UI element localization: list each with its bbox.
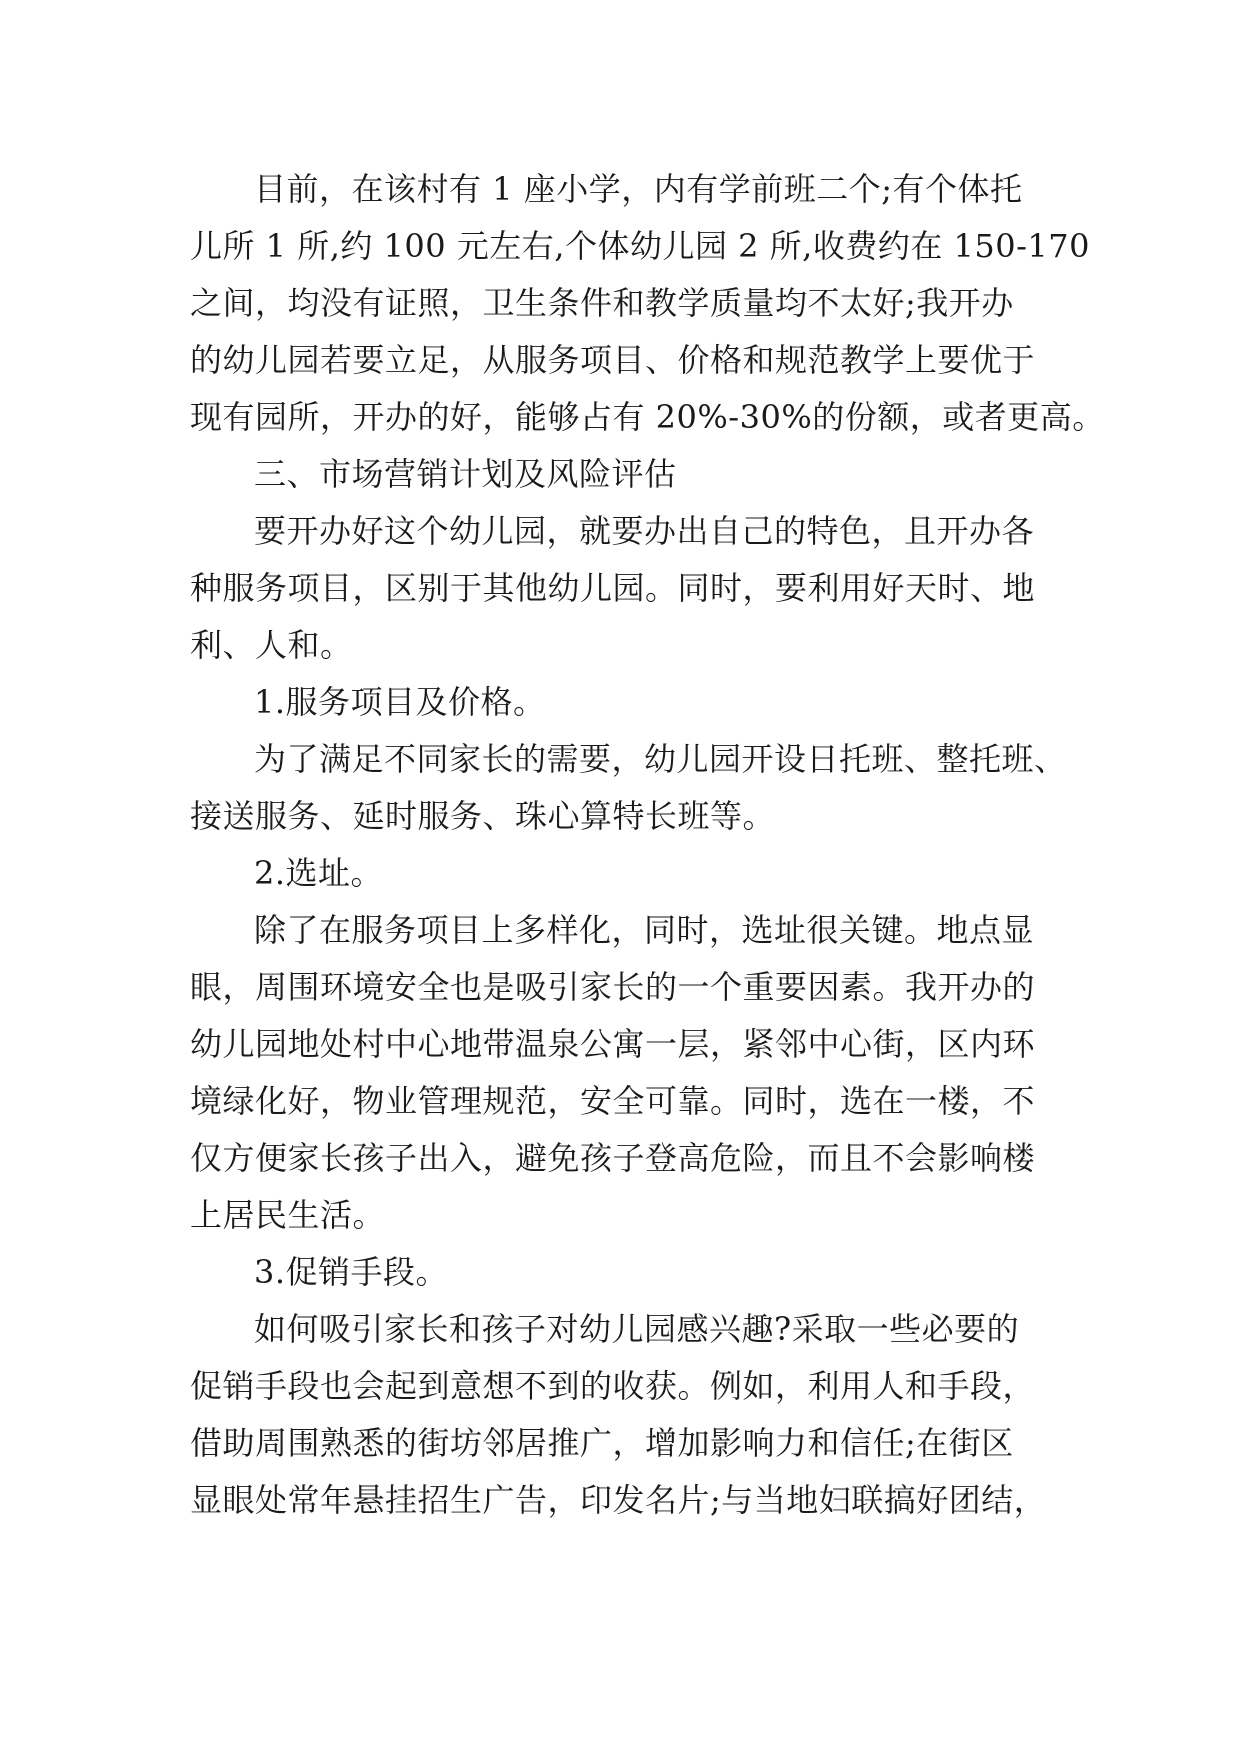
paragraph-line: 为了满足不同家长的需要，幼儿园开设日托班、整托班、 bbox=[254, 740, 1067, 778]
section-heading: 三、市场营销计划及风险评估 bbox=[254, 455, 677, 493]
paragraph-line: 如何吸引家长和孩子对幼儿园感兴趣?采取一些必要的 bbox=[254, 1310, 1020, 1348]
paragraph-line: 境绿化好，物业管理规范，安全可靠。同时，选在一楼，不 bbox=[190, 1082, 1036, 1120]
paragraph-line: 之间，均没有证照，卫生条件和教学质量均不太好;我开办 bbox=[190, 284, 1014, 322]
paragraph-line: 现有园所，开办的好，能够占有 20%-30%的份额，或者更高。 bbox=[190, 398, 1105, 436]
paragraph-line: 儿所 1 所,约 100 元左右,个体幼儿园 2 所,收费约在 150-170 bbox=[190, 227, 1090, 265]
paragraph-line: 的幼儿园若要立足，从服务项目、价格和规范教学上要优于 bbox=[190, 341, 1036, 379]
paragraph-line: 种服务项目，区别于其他幼儿园。同时，要利用好天时、地 bbox=[190, 569, 1036, 607]
paragraph-line: 要开办好这个幼儿园，就要办出自己的特色，且开办各 bbox=[254, 512, 1035, 550]
paragraph-line: 眼，周围环境安全也是吸引家长的一个重要因素。我开办的 bbox=[190, 968, 1036, 1006]
paragraph-line: 显眼处常年悬挂招生广告，印发名片;与当地妇联搞好团结， bbox=[190, 1481, 1047, 1519]
subsection-heading: 2.选址。 bbox=[254, 854, 384, 892]
paragraph-line: 借助周围熟悉的街坊邻居推广，增加影响力和信任;在街区 bbox=[190, 1424, 1014, 1462]
paragraph-line: 上居民生活。 bbox=[190, 1196, 386, 1234]
subsection-heading: 3.促销手段。 bbox=[254, 1253, 449, 1291]
paragraph-line: 幼儿园地处村中心地带温泉公寓一层，紧邻中心街，区内环 bbox=[190, 1025, 1036, 1063]
paragraph-line: 除了在服务项目上多样化，同时，选址很关键。地点显 bbox=[254, 911, 1035, 949]
paragraph-line: 促销手段也会起到意想不到的收获。例如，利用人和手段， bbox=[190, 1367, 1036, 1405]
paragraph-line: 目前，在该村有 1 座小学，内有学前班二个;有个体托 bbox=[254, 170, 1023, 208]
subsection-heading: 1.服务项目及价格。 bbox=[254, 683, 546, 721]
paragraph-line: 仅方便家长孩子出入，避免孩子登高危险，而且不会影响楼 bbox=[190, 1139, 1036, 1177]
paragraph-line: 利、人和。 bbox=[190, 626, 353, 664]
paragraph-line: 接送服务、延时服务、珠心算特长班等。 bbox=[190, 797, 776, 835]
